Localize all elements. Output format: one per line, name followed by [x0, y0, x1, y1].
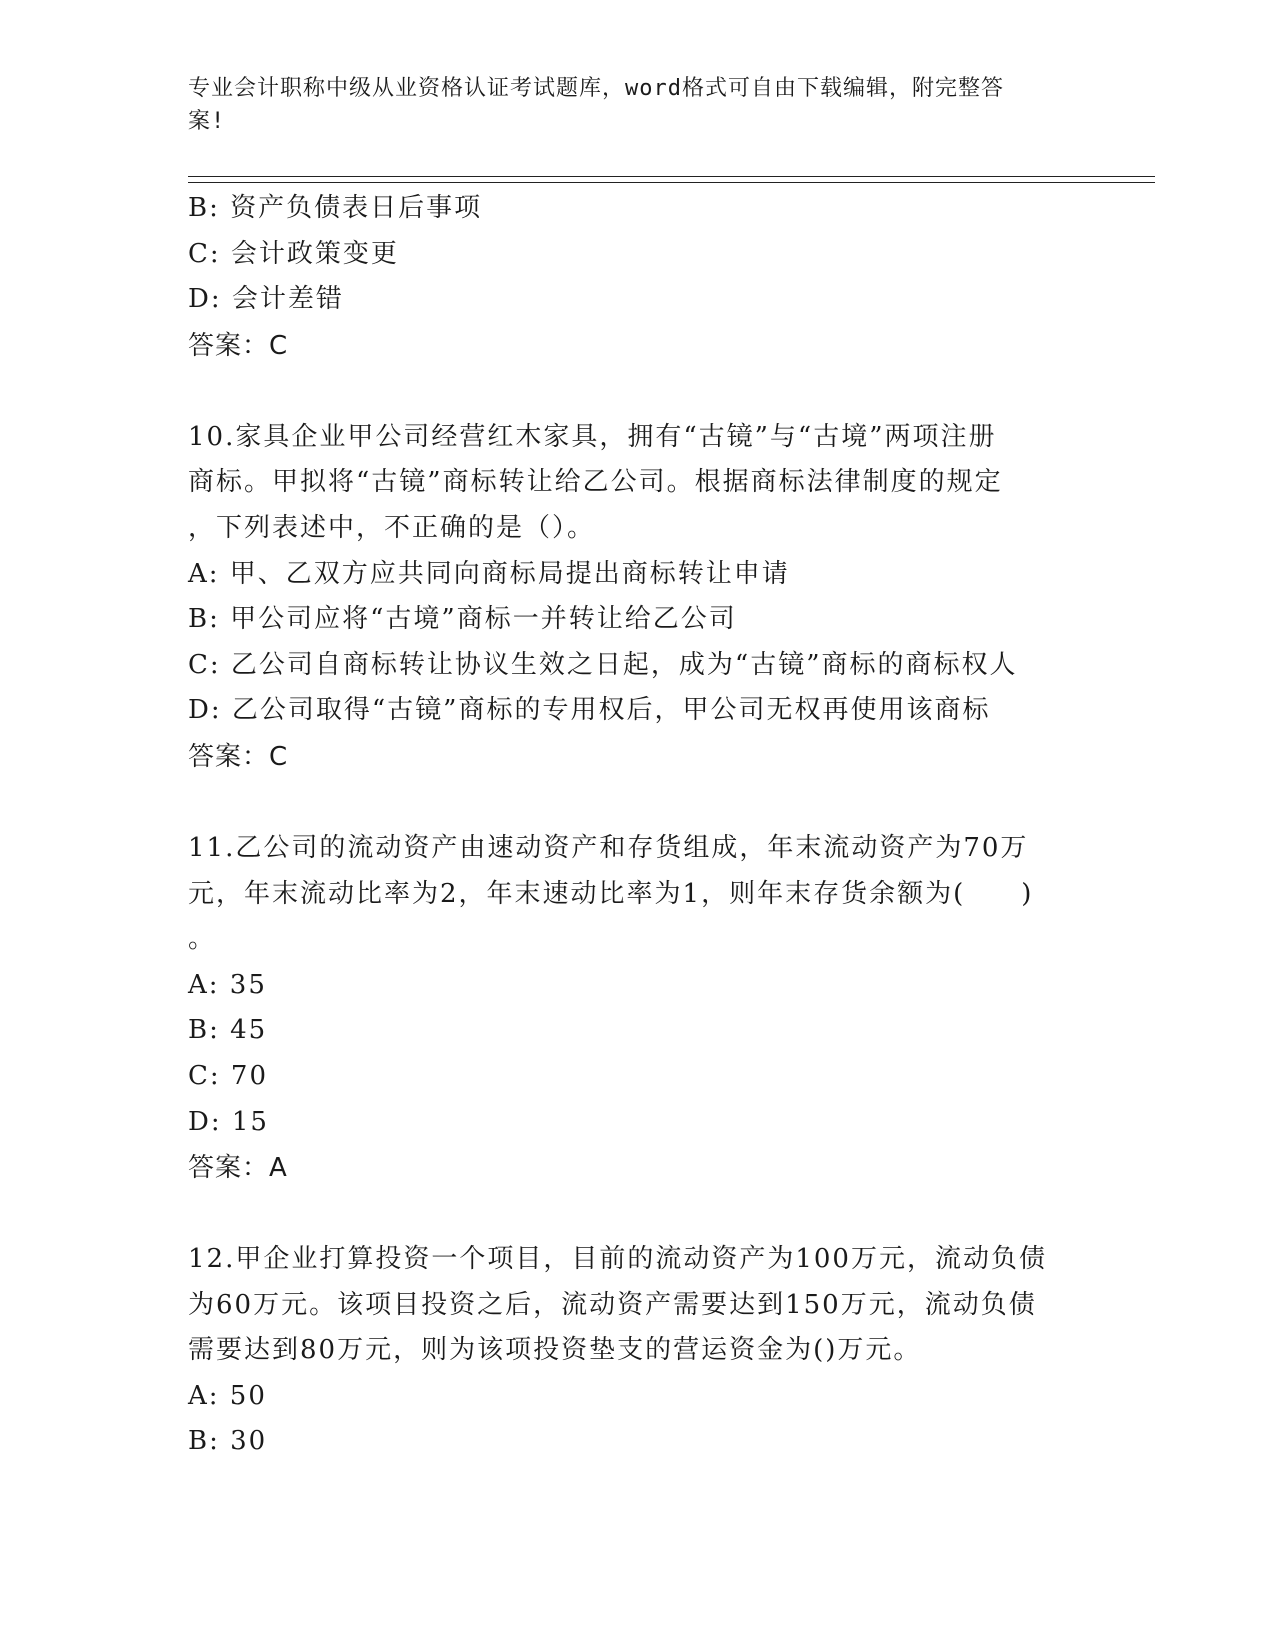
option-b: B: 30 — [188, 1426, 268, 1457]
question-stem-line: 元，年末流动比率为2，年末速动比率为1，则年末存货余额为( ) — [188, 878, 1034, 909]
question-stem-line: 需要达到80万元，则为该项投资垫支的营运资金为()万元。 — [188, 1335, 922, 1366]
option-c: C: 乙公司自商标转让协议生效之日起，成为“古镜”商标的商标权人 — [188, 649, 1018, 680]
option-b: B: 45 — [188, 1015, 268, 1046]
answer-line: 答案：C — [188, 330, 289, 361]
question-11 — [188, 826, 1088, 1191]
question-stem-line: 12.甲企业打算投资一个项目，目前的流动资产为100万元，流动负债 — [188, 1244, 1047, 1275]
question-stem-line: 11.乙公司的流动资产由速动资产和存货组成，年末流动资产为70万 — [188, 832, 1029, 863]
document-header — [188, 72, 1068, 138]
option-c: C: 70 — [188, 1060, 269, 1091]
option-a: A: 甲、乙双方应共同向商标局提出商标转让申请 — [188, 558, 790, 589]
option-a: A: 50 — [188, 1380, 267, 1411]
spacer — [188, 369, 1088, 415]
answer-line: 答案：C — [188, 741, 289, 772]
option-a: A: 35 — [188, 969, 267, 1000]
option-b: B: 甲公司应将“古境”商标一并转让给乙公司 — [188, 604, 737, 635]
question-10 — [188, 415, 1088, 780]
header-line-2: 案! — [188, 109, 226, 134]
question-stem-line: 10.家具企业甲公司经营红木家具，拥有“古镜”与“古境”两项注册 — [188, 421, 997, 452]
answer-line: 答案：A — [188, 1153, 288, 1184]
question-12 — [188, 1237, 1088, 1465]
option-d: D: 15 — [188, 1106, 269, 1137]
spacer — [188, 780, 1088, 826]
question-stem-line: 为60万元。该项目投资之后，流动资产需要达到150万元，流动负债 — [188, 1289, 1037, 1320]
spacer — [188, 1191, 1088, 1237]
question-stem-line: 商标。甲拟将“古镜”商标转让给乙公司。根据商标法律制度的规定 — [188, 467, 1003, 498]
question-9 — [188, 186, 1088, 369]
option-d: D: 乙公司取得“古镜”商标的专用权后，甲公司无权再使用该商标 — [188, 695, 991, 726]
question-list — [188, 186, 1088, 1465]
option-d: D: 会计差错 — [188, 284, 344, 315]
header-line-1: 专业会计职称中级从业资格认证考试题库，word格式可自由下载编辑，附完整答 — [188, 76, 1004, 101]
question-stem-line: ，下列表述中，不正确的是（）。 — [188, 512, 596, 543]
option-c: C: 会计政策变更 — [188, 238, 399, 269]
header-divider-bottom — [188, 182, 1155, 183]
header-divider-top — [188, 176, 1155, 177]
question-stem-line: 。 — [188, 924, 217, 955]
option-b: B: 资产负债表日后事项 — [188, 193, 483, 223]
